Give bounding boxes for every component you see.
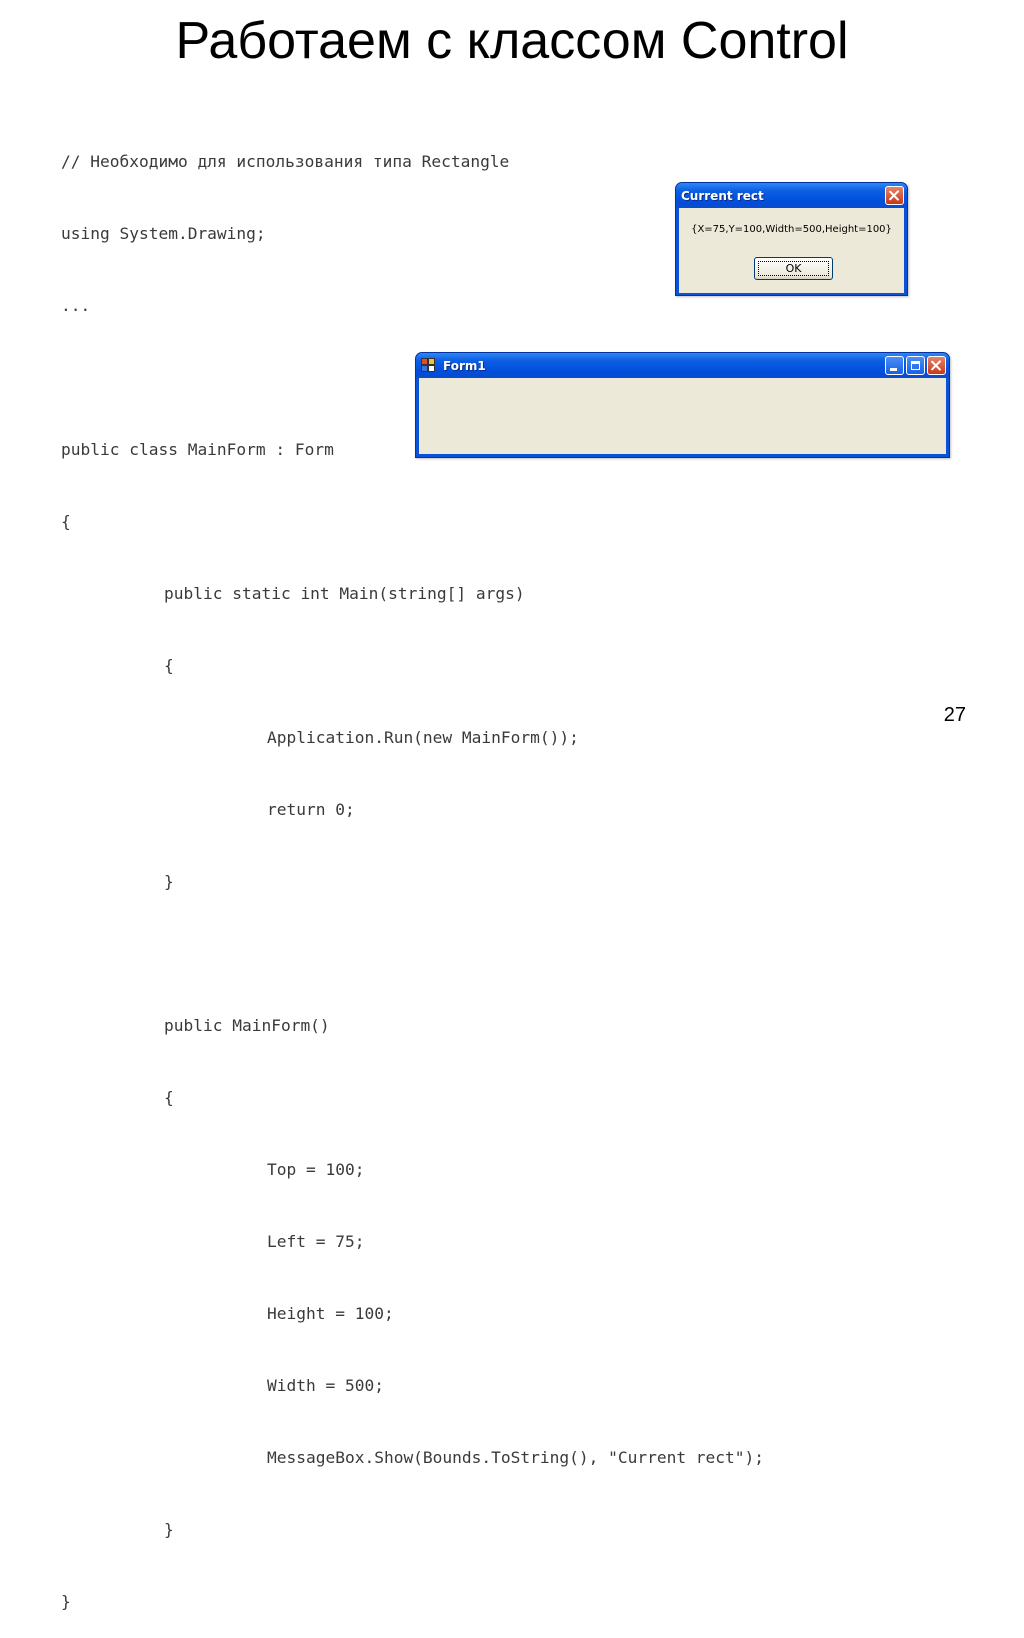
code-line: }: [61, 1592, 71, 1611]
code-line: MessageBox.Show(Bounds.ToString(), "Current rect");: [267, 1448, 765, 1467]
form-app-icon: [421, 358, 437, 374]
code-line: {: [61, 512, 71, 531]
maximize-button[interactable]: [906, 356, 925, 375]
code-line: public MainForm(): [164, 1016, 330, 1035]
code-line: return 0;: [267, 800, 355, 819]
code-line: Application.Run(new MainForm());: [267, 728, 579, 747]
code-line: {: [164, 656, 174, 675]
slide-title: Работаем с классом Control: [175, 12, 849, 70]
close-icon: [931, 360, 942, 371]
minimize-icon: [890, 368, 897, 371]
code-line: Top = 100;: [267, 1160, 365, 1179]
code-listing: [61, 102, 764, 1638]
code-line: {: [164, 1088, 174, 1107]
code-line: }: [164, 1520, 174, 1539]
maximize-icon: [911, 361, 920, 370]
message-box-title: Current rect: [681, 188, 764, 203]
message-box-window: [675, 182, 908, 296]
code-line: ...: [61, 296, 91, 315]
code-line: Height = 100;: [267, 1304, 394, 1323]
form1-titlebar[interactable]: [416, 353, 949, 378]
code-line: public static int Main(string[] args): [164, 584, 525, 603]
minimize-button[interactable]: [885, 356, 904, 375]
form1-title: Form1: [443, 358, 486, 373]
code-line: // Необходимо для использования типа Rectangle: [61, 152, 510, 171]
message-box-body: [679, 208, 904, 293]
message-box-close-button[interactable]: [885, 186, 904, 205]
code-line: Left = 75;: [267, 1232, 365, 1251]
message-box-titlebar[interactable]: [676, 183, 907, 208]
close-icon: [889, 190, 900, 201]
form1-close-button[interactable]: [927, 356, 946, 375]
code-line: using System.Drawing;: [61, 224, 266, 243]
message-box-text: {X=75,Y=100,Width=500,Height=100}: [691, 224, 892, 235]
code-line: Width = 500;: [267, 1376, 384, 1395]
form1-window: [415, 352, 950, 458]
ok-button[interactable]: OK: [754, 257, 833, 280]
code-line: }: [164, 872, 174, 891]
code-line: [61, 942, 764, 966]
code-line: public class MainForm : Form: [61, 440, 334, 459]
page-number: 27: [943, 704, 966, 726]
form1-client-area: [419, 378, 946, 454]
